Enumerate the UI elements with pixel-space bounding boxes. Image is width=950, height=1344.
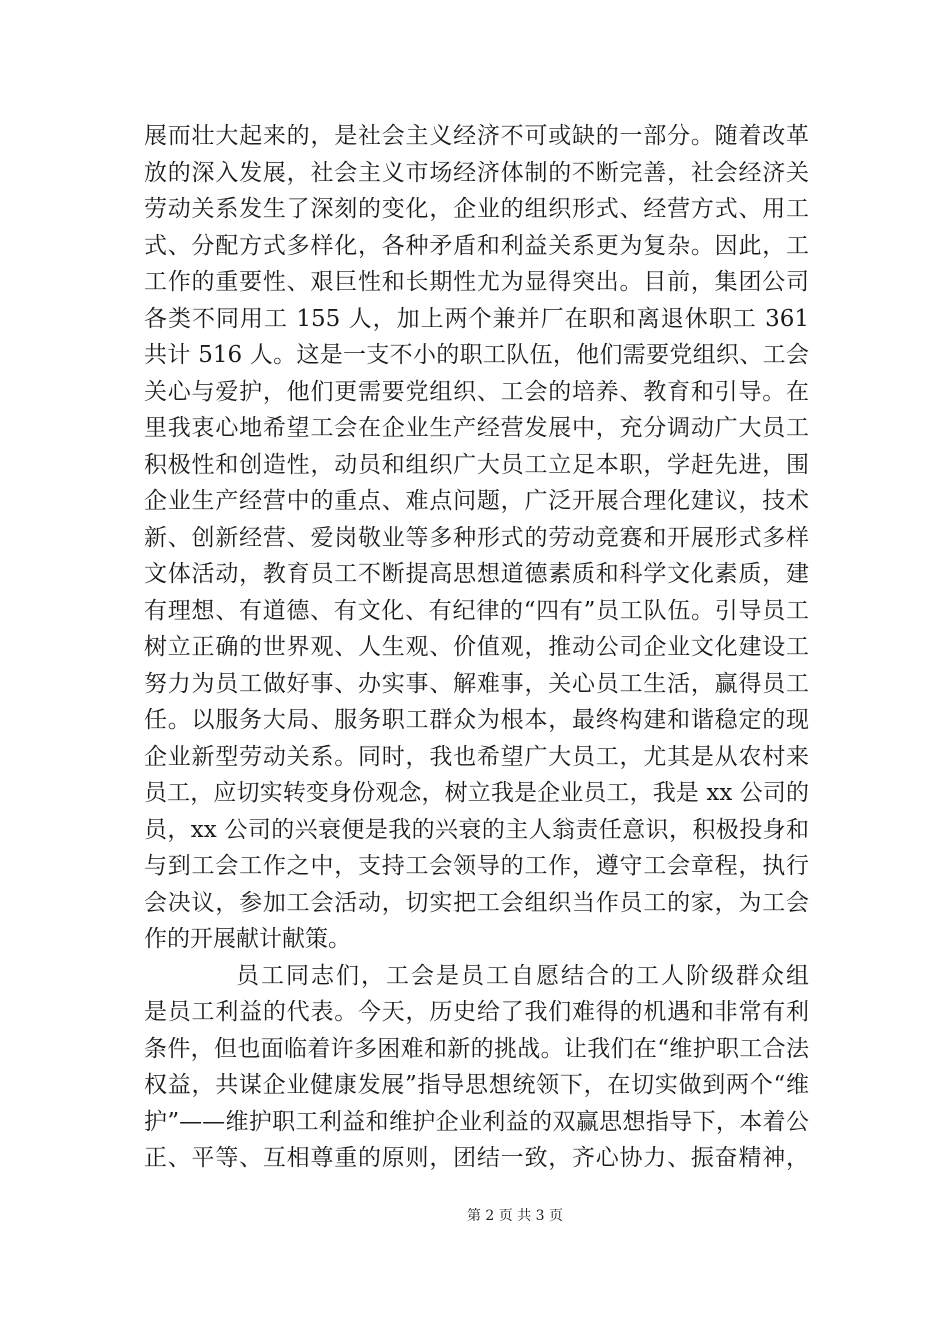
text-line: 会决议，参加工会活动，切实把工会组织当作员工的家，为工会: [144, 889, 809, 916]
text-line: 与到工会工作之中，支持工会领导的工作，遵守工会章程，执行: [144, 853, 809, 879]
text-line: 里我衷心地希望工会在企业生产经营发展中，充分调动广大员工: [144, 415, 809, 441]
text-line: 企业新型劳动关系。同时，我也希望广大员工，尤其是从农村来: [144, 743, 809, 770]
text-line: 作的开展献计献策。: [144, 926, 351, 952]
text-line: 关心与爱护，他们更需要党组织、工会的培养、教育和引导。在: [144, 378, 809, 405]
text-line: 护”——维护职工利益和维护企业利益的双赢思想指导下，本着公: [144, 1108, 809, 1135]
text-line: 各类不同用工 155 人，加上两个兼并厂在职和离退休职工 361: [144, 305, 809, 332]
text-line: 正、平等、互相尊重的原则，团结一致，齐心协力、振奋精神，: [144, 1145, 809, 1171]
text-line: 是员工利益的代表。今天，历史给了我们难得的机遇和非常有利: [144, 999, 809, 1025]
text-line: 工作的重要性、艰巨性和长期性尤为显得突出。目前，集团公司: [144, 269, 809, 295]
text-line: 条件，但也面临着许多困难和新的挑战。让我们在“维护职工合法: [144, 1035, 809, 1062]
text-line: 积极性和创造性，动员和组织广大员工立足本职，学赶先进，围: [144, 451, 809, 478]
text-line: 有理想、有道德、有文化、有纪律的“四有”员工队伍。引导员工: [144, 597, 809, 624]
text-line: 式、分配方式多样化，各种矛盾和利益关系更为复杂。因此，工: [144, 232, 809, 259]
page-number-footer: 第 2 页 共 3 页: [466, 1208, 564, 1224]
text-line: 劳动关系发生了深刻的变化，企业的组织形式、经营方式、用工: [144, 196, 809, 222]
text-line: 员工，应切实转变身份观念，树立我是企业员工，我是 xx 公司的: [144, 780, 809, 806]
text-line: 共计 516 人。这是一支不小的职工队伍，他们需要党组织、工会: [144, 342, 809, 368]
text-line: 任。以服务大局、服务职工群众为根本，最终构建和谐稳定的现: [144, 707, 809, 733]
text-line: 努力为员工做好事、办实事、解难事，关心员工生活，赢得员工: [144, 670, 809, 697]
text-line: 员，xx 公司的兴衰便是我的兴衰的主人翁责任意识，积极投身和: [144, 816, 809, 843]
text-line: 新、创新经营、爱岗敬业等多种形式的劳动竞赛和开展形式多样: [144, 524, 809, 551]
body-text: [144, 118, 809, 1177]
paragraph-start-line: 员工同志们，工会是员工自愿结合的工人阶级群众组: [236, 962, 809, 989]
text-line: 企业生产经营中的重点、难点问题，广泛开展合理化建议，技术: [144, 488, 809, 514]
text-line: 树立正确的世界观、人生观、价值观，推动公司企业文化建设工: [144, 634, 809, 660]
text-line: 权益，共谋企业健康发展”指导思想统领下，在切实做到两个“维: [144, 1072, 809, 1098]
text-line: 文体活动，教育员工不断提高思想道德素质和科学文化素质，建: [144, 561, 809, 587]
text-line: 放的深入发展，社会主义市场经济体制的不断完善，社会经济关: [144, 159, 809, 186]
text-line: 展而壮大起来的，是社会主义经济不可或缺的一部分。随着改革: [144, 123, 809, 149]
